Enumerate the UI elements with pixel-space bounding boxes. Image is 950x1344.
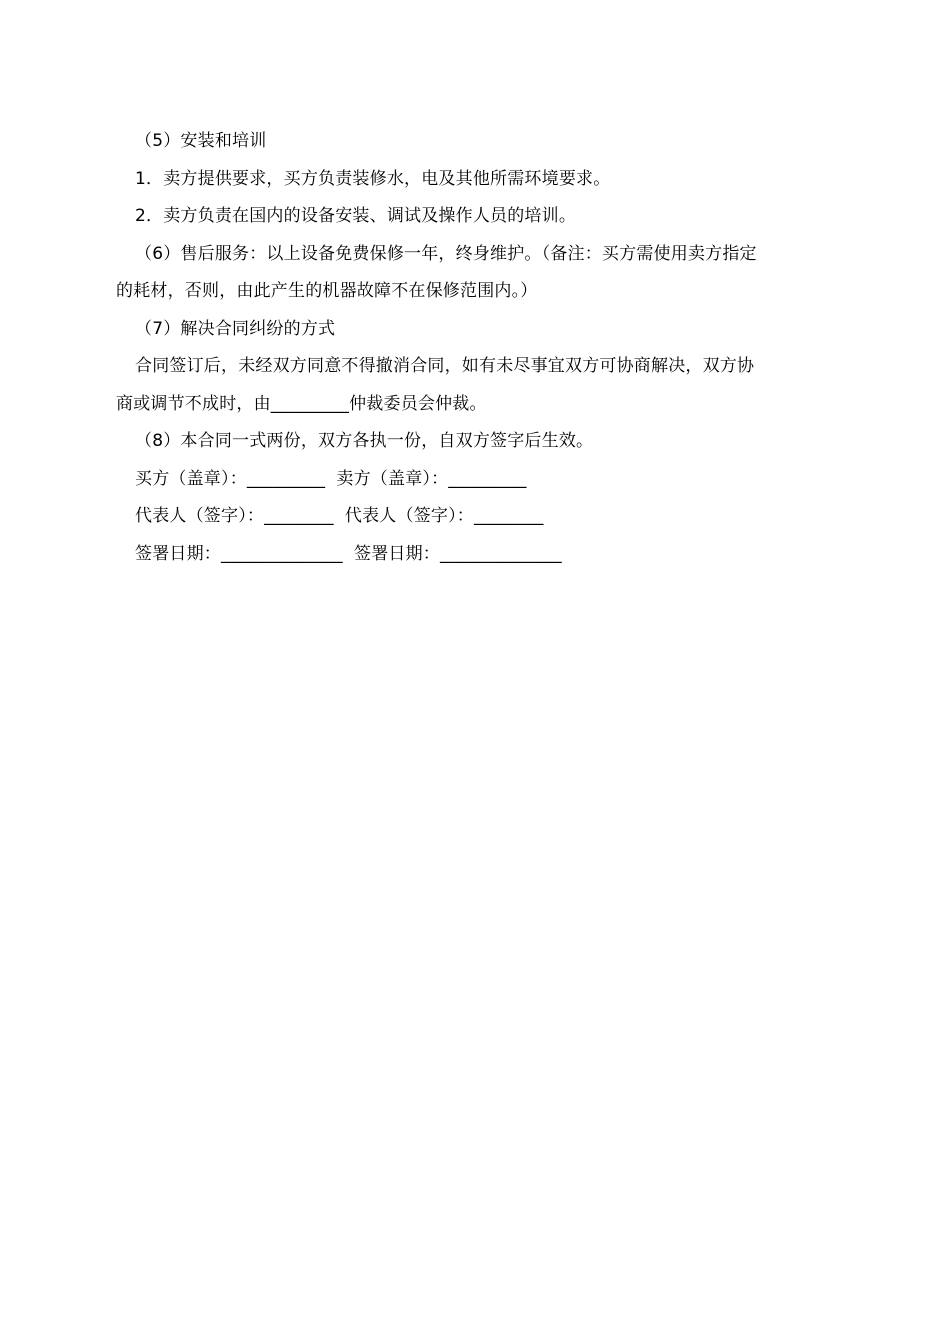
installation-item-2: 2．卖方负责在国内的设备安装、调试及操作人员的培训。 [135, 206, 577, 226]
contract-body [116, 123, 836, 573]
dispute-paragraph-line-2: 商或调节不成时，由_________仲裁委员会仲裁。 [116, 393, 487, 414]
section-5-heading: （5）安装和培训 [135, 131, 267, 151]
section-6-line-1: （6）售后服务：以上设备免费保修一年，终身维护。（备注：买方需使用卖方指定 [135, 243, 757, 264]
seal-signature-line: 买方（盖章）：_________ 卖方（盖章）：_________ [135, 468, 527, 489]
installation-item-1: 1．卖方提供要求，买方负责装修水，电及其他所需环境要求。 [135, 168, 611, 189]
section-7-heading: （7）解决合同纠纷的方式 [135, 318, 336, 339]
representative-signature-line: 代表人（签字）：________ 代表人（签字）：________ [135, 506, 544, 526]
dispute-paragraph-line-1: 合同签订后，未经双方同意不得撤消合同，如有未尽事宜双方可协商解决，双方协 [135, 356, 755, 376]
signing-date-line: 签署日期：______________ 签署日期：______________ [135, 543, 562, 564]
section-6-line-2: 的耗材，否则，由此产生的机器故障不在保修范围内。） [116, 281, 538, 301]
section-8-text: （8）本合同一式两份，双方各执一份，自双方签字后生效。 [135, 431, 594, 451]
